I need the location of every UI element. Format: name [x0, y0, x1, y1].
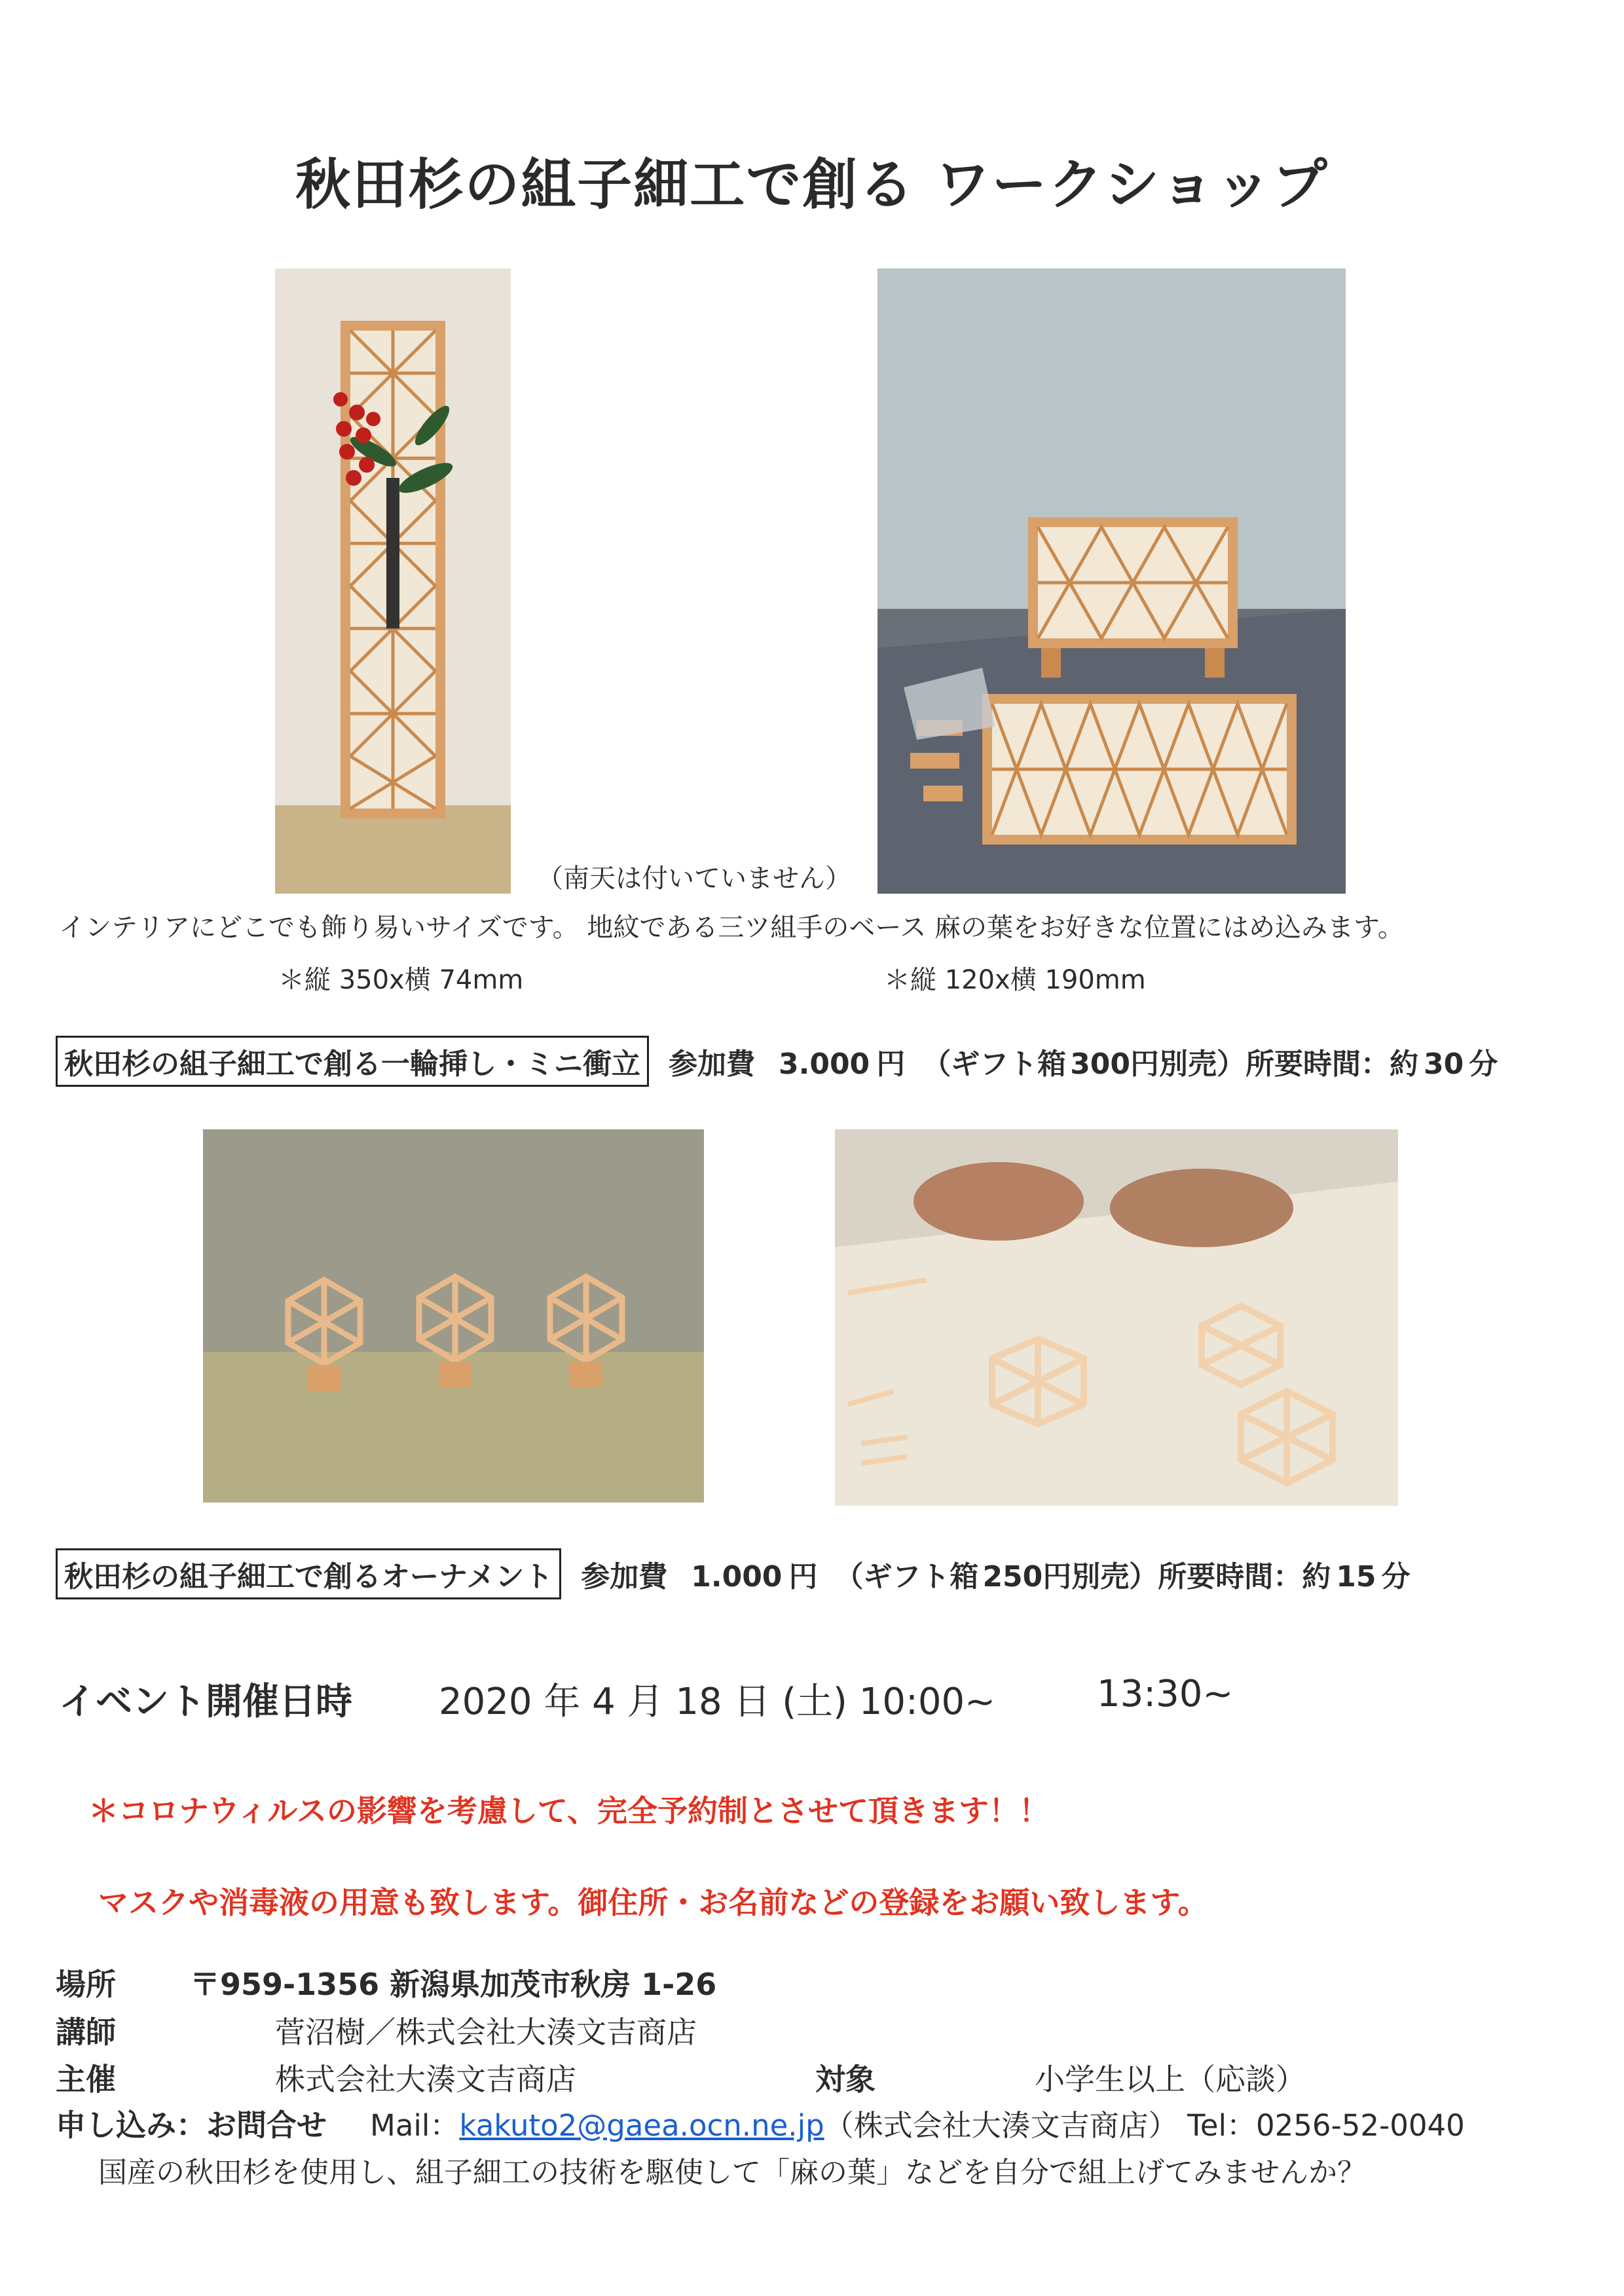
- mail-suffix: （株式会社大湊文吉商店） Tel：0256-52-0040: [824, 2108, 1465, 2143]
- photo-ornaments-display: [203, 1129, 704, 1503]
- event-time2: 13:30~: [1097, 1673, 1234, 1715]
- notice-reservation: ＊コロナウィルスの影響を考慮して、完全予約制とさせて頂きます！！: [88, 1793, 1049, 1829]
- photo-mini-tsuitate: [877, 268, 1346, 894]
- course1-fee: 3.000: [779, 1048, 870, 1081]
- caption-no-nanten: （南天は付いていません）: [537, 864, 851, 894]
- photo-hands-assembling: [835, 1129, 1398, 1506]
- host-label: 主催: [56, 2062, 116, 2097]
- course2-gift: （ギフト箱: [834, 1560, 979, 1594]
- photo-ichirinzashi-panel: [275, 268, 511, 894]
- course1-gift-suffix: 円別売）所要時間：約: [1130, 1048, 1419, 1081]
- course1-line: [56, 1036, 1498, 1087]
- target-label: 対象: [815, 2062, 876, 2097]
- page-title: 秋田杉の組子細工で創る ワークショップ: [295, 153, 1329, 217]
- course2-minutes: 15: [1336, 1560, 1376, 1594]
- course2-name: 秋田杉の組子細工で創るオーナメント: [56, 1548, 561, 1599]
- course2-line: [56, 1548, 1411, 1599]
- contact-line: [370, 2102, 1465, 2144]
- caption-size-right: ＊縦 120x横 190mm: [884, 965, 1146, 995]
- course1-min-unit: 分: [1469, 1048, 1498, 1081]
- target-value: 小学生以上（応談）: [1035, 2062, 1306, 2097]
- mail-link[interactable]: kakuto2@gaea.ocn.ne.jp: [459, 2108, 824, 2143]
- place-value: 〒959-1356 新潟県加茂市秋房 1-26: [190, 1967, 717, 2002]
- course1-name: 秋田杉の組子細工で創る一輪挿し・ミニ衝立: [56, 1036, 649, 1087]
- course2-gift-suffix: 円別売）所要時間：約: [1043, 1560, 1331, 1594]
- apply-label: 申し込み：お問合せ: [56, 2107, 327, 2143]
- mail-prefix: Mail：: [370, 2108, 460, 2143]
- event-date: 2020 年 4 月 18 日 (土) 10:00~: [439, 1681, 996, 1723]
- course2-fee-label: 参加費: [581, 1560, 668, 1594]
- course1-gift-price: 300: [1070, 1048, 1131, 1081]
- course1-gift: （ギフト箱: [922, 1048, 1067, 1081]
- place-label: 場所: [56, 1967, 116, 2002]
- course1-minutes: 30: [1424, 1048, 1464, 1081]
- course1-fee-label: 参加費: [669, 1048, 755, 1081]
- caption-size-left: ＊縦 350x横 74mm: [278, 965, 524, 995]
- course2-gift-price: 250: [982, 1560, 1043, 1594]
- caption-description: インテリアにどこでも飾り易いサイズです。 地紋である三ツ組手のベース 麻の葉をお好きな位置にはめ込みます。: [59, 913, 1404, 943]
- event-label: イベント開催日時: [59, 1681, 352, 1723]
- course2-fee: 1.000: [691, 1560, 783, 1594]
- course1-yen: 円: [876, 1048, 906, 1081]
- notice-mask: マスクや消毒液の用意も致します。御住所・お名前などの登録をお願い致します。: [98, 1885, 1208, 1920]
- host-value: 株式会社大湊文吉商店: [275, 2062, 576, 2097]
- footer-message: 国産の秋田杉を使用し、組子細工の技術を駆使して「麻の葉」などを自分で組上げてみませんか？: [98, 2156, 1366, 2189]
- teacher-value: 菅沼樹／株式会社大湊文吉商店: [275, 2014, 697, 2050]
- teacher-label: 講師: [56, 2014, 116, 2050]
- course2-yen: 円: [788, 1560, 818, 1594]
- course2-min-unit: 分: [1381, 1560, 1411, 1594]
